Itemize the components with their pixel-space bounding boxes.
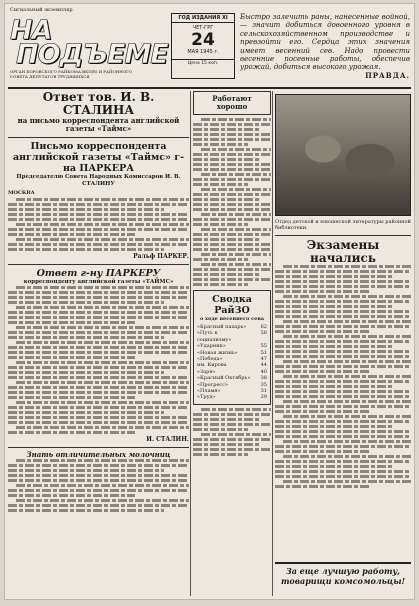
farm-name: «Прогресс»	[197, 381, 229, 388]
text-line	[283, 295, 411, 298]
text-line	[201, 118, 271, 121]
exams-headline: Экзамены начались	[306, 238, 380, 265]
text-line	[8, 208, 164, 211]
photo-caption: Отдел детской и юношеской литературы районной библиотеки.	[275, 219, 411, 231]
text-line	[8, 509, 164, 512]
farm-value: 62	[260, 324, 267, 330]
text-line	[16, 306, 189, 309]
text-line	[283, 455, 411, 458]
text-line	[8, 386, 189, 389]
text-line	[8, 336, 164, 339]
report-title: Сводка РайЗО	[212, 294, 252, 316]
text-line	[275, 370, 370, 373]
text-line	[8, 504, 189, 507]
title-line-2: ПОДЪЕМЕ	[16, 39, 168, 70]
text-line	[193, 278, 271, 281]
text-line	[8, 489, 189, 492]
price: Цена 15 коп.	[172, 59, 234, 66]
text-line	[8, 218, 189, 221]
text-line	[193, 178, 271, 181]
text-line	[8, 411, 164, 414]
text-line	[8, 351, 189, 354]
text-line	[193, 453, 248, 456]
headline: Ответ тов. И. В. СТАЛИНА	[42, 90, 155, 117]
text-line	[16, 499, 189, 502]
farm-value: 29	[260, 394, 267, 401]
text-line	[275, 450, 370, 453]
text-line	[16, 459, 189, 462]
answer-subtitle: корреспонденту английской газеты «ТАЙМС»	[23, 279, 174, 285]
column-b	[193, 91, 271, 458]
year-label: ГОД ИЗДАНИЯ XI	[172, 14, 234, 23]
text-line	[8, 479, 189, 482]
report-table	[197, 324, 267, 401]
text-line	[193, 273, 260, 276]
text-line	[16, 326, 189, 329]
text-line	[8, 391, 189, 394]
text-line	[283, 400, 411, 403]
komsomol-banner: За еще лучшую работу, товарищи комсомольцы!	[275, 562, 411, 596]
text-line	[193, 198, 260, 201]
text-line	[275, 345, 392, 348]
text-line	[201, 253, 271, 256]
quote-text: Быстро залечить раны, нанесенные войной, — значит добиться довоенного уровня в сельскохозяйственном производстве и превзойти его. Сердца этих значения имеет весенний сев. Надо провести весенние посевные работы, обеспечив урожай, добиться высокого урожая.	[240, 13, 410, 72]
text-line	[193, 438, 271, 441]
text-line	[275, 300, 411, 303]
column-c	[275, 91, 411, 490]
text-line	[275, 315, 411, 318]
column-rule	[190, 91, 191, 596]
text-line	[8, 431, 135, 434]
text-line	[193, 208, 271, 211]
farm-value: 51	[260, 349, 267, 356]
text-line	[8, 301, 164, 304]
text-line	[8, 233, 135, 236]
text-line	[8, 416, 189, 419]
text-line	[275, 350, 411, 353]
text-line	[8, 331, 189, 334]
text-line	[193, 168, 271, 171]
text-line	[275, 420, 411, 423]
text-line	[275, 280, 411, 283]
text-line	[8, 469, 164, 472]
text-line	[193, 153, 271, 156]
farm-value: 35	[260, 381, 267, 388]
farm-value: 44	[260, 362, 267, 369]
masthead	[8, 7, 411, 89]
text-line	[193, 128, 260, 131]
text-line	[193, 133, 271, 136]
text-line	[283, 360, 411, 363]
text-line	[8, 464, 189, 467]
text-line	[275, 410, 370, 413]
text-line	[8, 321, 135, 324]
column-rule	[272, 91, 273, 596]
text-line	[275, 305, 392, 308]
text-line	[193, 238, 260, 241]
title-line-1: НА	[10, 15, 52, 46]
farm-name: «Новая жизнь»	[197, 349, 238, 356]
text-line	[275, 395, 411, 398]
text-line	[193, 163, 271, 166]
text-line	[275, 435, 411, 438]
text-line	[275, 465, 392, 468]
text-line	[283, 415, 411, 418]
column-a	[8, 91, 189, 514]
text-line	[275, 290, 370, 293]
text-line	[275, 330, 370, 333]
farm-name: «Победа»	[197, 356, 223, 363]
text-line	[16, 361, 189, 364]
text-line	[8, 316, 189, 319]
letter-title: Письмо корреспондента английской газеты «Таймс» г-на ПАРКЕРА	[12, 141, 185, 174]
issue-box	[171, 13, 235, 79]
text-line	[275, 310, 411, 313]
text-line	[193, 218, 271, 221]
text-line	[8, 406, 189, 409]
article-head: Работают хорошо	[212, 94, 252, 111]
library-photo	[275, 94, 411, 216]
report-box	[193, 290, 271, 405]
text-line	[193, 123, 271, 126]
text-line	[275, 470, 411, 473]
issue-number: 24	[191, 30, 215, 50]
text-line	[16, 484, 189, 487]
text-line	[193, 183, 248, 186]
newspaper-subtitle: ОРГАН БОРОВСКОГО РАЙКОМА ВКП(б) И РАЙОННОГО СОВЕТА ДЕПУТАТОВ ТРУДЯЩИХСЯ	[10, 69, 132, 79]
text-line	[193, 203, 271, 206]
text-line	[8, 371, 164, 374]
text-line	[193, 283, 248, 286]
text-line	[193, 158, 260, 161]
text-line	[275, 390, 411, 393]
table-row	[197, 394, 267, 400]
text-line	[8, 243, 189, 246]
text-line	[16, 341, 189, 344]
text-line	[201, 408, 271, 411]
text-line	[8, 291, 189, 294]
farm-value: 58	[260, 330, 267, 337]
text-line	[275, 485, 370, 488]
answer-signature: И. СТАЛИН.	[146, 436, 189, 443]
farm-name: «Красный Октябрь»	[197, 375, 251, 382]
report-subtitle: о ходе весеннего сева	[199, 316, 265, 322]
text-line	[193, 243, 271, 246]
text-line	[16, 426, 189, 429]
text-line	[283, 480, 411, 483]
subhead: на письмо корреспондента английской газеты «Таймс»	[17, 116, 180, 133]
text-line	[193, 423, 271, 426]
text-line	[275, 430, 411, 433]
letter-addressee: Председателю Совета Народных Комиссаров И. В. СТАЛИНУ	[16, 174, 181, 187]
text-line	[201, 188, 271, 191]
text-line	[193, 268, 271, 271]
text-line	[16, 223, 189, 226]
text-line	[8, 296, 189, 299]
table-row	[197, 330, 267, 343]
text-line	[275, 425, 392, 428]
text-line	[201, 213, 271, 216]
farm-name: «Заря»	[197, 368, 216, 375]
newspaper-page	[4, 3, 415, 600]
text-line	[193, 248, 271, 251]
farm-name: им. Кирова	[197, 362, 227, 369]
farm-name: «Красный пахарь»	[197, 324, 247, 330]
text-line	[8, 396, 135, 399]
text-line	[275, 460, 411, 463]
farm-name: «Путь к социализму»	[197, 330, 232, 343]
text-line	[275, 405, 411, 408]
farm-value: 47	[260, 356, 267, 363]
text-line	[8, 311, 189, 314]
text-line	[193, 413, 271, 416]
farm-value: 40	[260, 368, 267, 375]
text-line	[193, 258, 248, 261]
text-line	[275, 380, 411, 383]
text-line	[193, 143, 248, 146]
text-line	[8, 421, 189, 424]
text-line	[8, 376, 189, 379]
text-line	[201, 263, 271, 266]
text-line	[8, 356, 135, 359]
farm-value: 55	[260, 343, 267, 350]
signal-copy-note: Сигнальный экземпляр	[10, 7, 73, 13]
text-line	[16, 286, 189, 289]
text-line	[16, 238, 189, 241]
text-line	[16, 381, 189, 384]
text-line	[275, 385, 392, 388]
text-line	[283, 320, 411, 323]
text-line	[8, 494, 135, 497]
text-line	[193, 428, 248, 431]
text-line	[193, 233, 271, 236]
text-line	[275, 365, 411, 368]
text-line	[193, 138, 271, 141]
text-line	[275, 475, 411, 478]
text-line	[193, 448, 271, 451]
editorial-quote	[240, 13, 410, 80]
text-line	[8, 213, 189, 216]
text-line	[193, 418, 260, 421]
text-line	[201, 228, 271, 231]
farm-name: «Пламя»	[197, 388, 221, 395]
text-line	[8, 248, 164, 251]
text-line	[275, 325, 411, 328]
text-line	[193, 193, 271, 196]
text-line	[201, 433, 271, 436]
text-line	[283, 375, 411, 378]
bottom-article-title: Знать отличительных молочниц	[26, 450, 171, 459]
answer-title: Ответ г-ну ПАРКЕРУ	[36, 268, 161, 279]
text-line	[193, 443, 260, 446]
text-line	[8, 228, 189, 231]
quote-source: ПРАВДА.	[365, 70, 410, 80]
farm-name: «Ударник»	[197, 343, 226, 350]
text-line	[201, 173, 271, 176]
newspaper-title	[10, 15, 168, 79]
text-line	[8, 203, 189, 206]
text-line	[275, 275, 392, 278]
text-line	[8, 474, 189, 477]
text-line	[283, 265, 411, 268]
farm-value: 31	[260, 388, 267, 395]
text-line	[283, 440, 411, 443]
text-line	[275, 285, 411, 288]
text-line	[193, 223, 248, 226]
issue-date: МАЯ 1945 г.	[187, 49, 219, 55]
text-line	[8, 366, 189, 369]
dateline: МОСКВА	[8, 190, 35, 196]
text-line	[283, 335, 411, 338]
text-line	[16, 401, 189, 404]
text-line	[275, 340, 411, 343]
letter-signature: Ральф ПАРКЕР.	[133, 253, 189, 260]
text-line	[275, 270, 411, 273]
weekday: ЧЕТ-ГРГ	[192, 25, 214, 31]
farm-value: 38	[260, 375, 267, 382]
text-line	[201, 148, 271, 151]
text-line	[16, 198, 189, 201]
text-line	[275, 445, 411, 448]
text-line	[8, 346, 189, 349]
farm-name: «Труд»	[197, 394, 216, 401]
text-line	[275, 355, 411, 358]
